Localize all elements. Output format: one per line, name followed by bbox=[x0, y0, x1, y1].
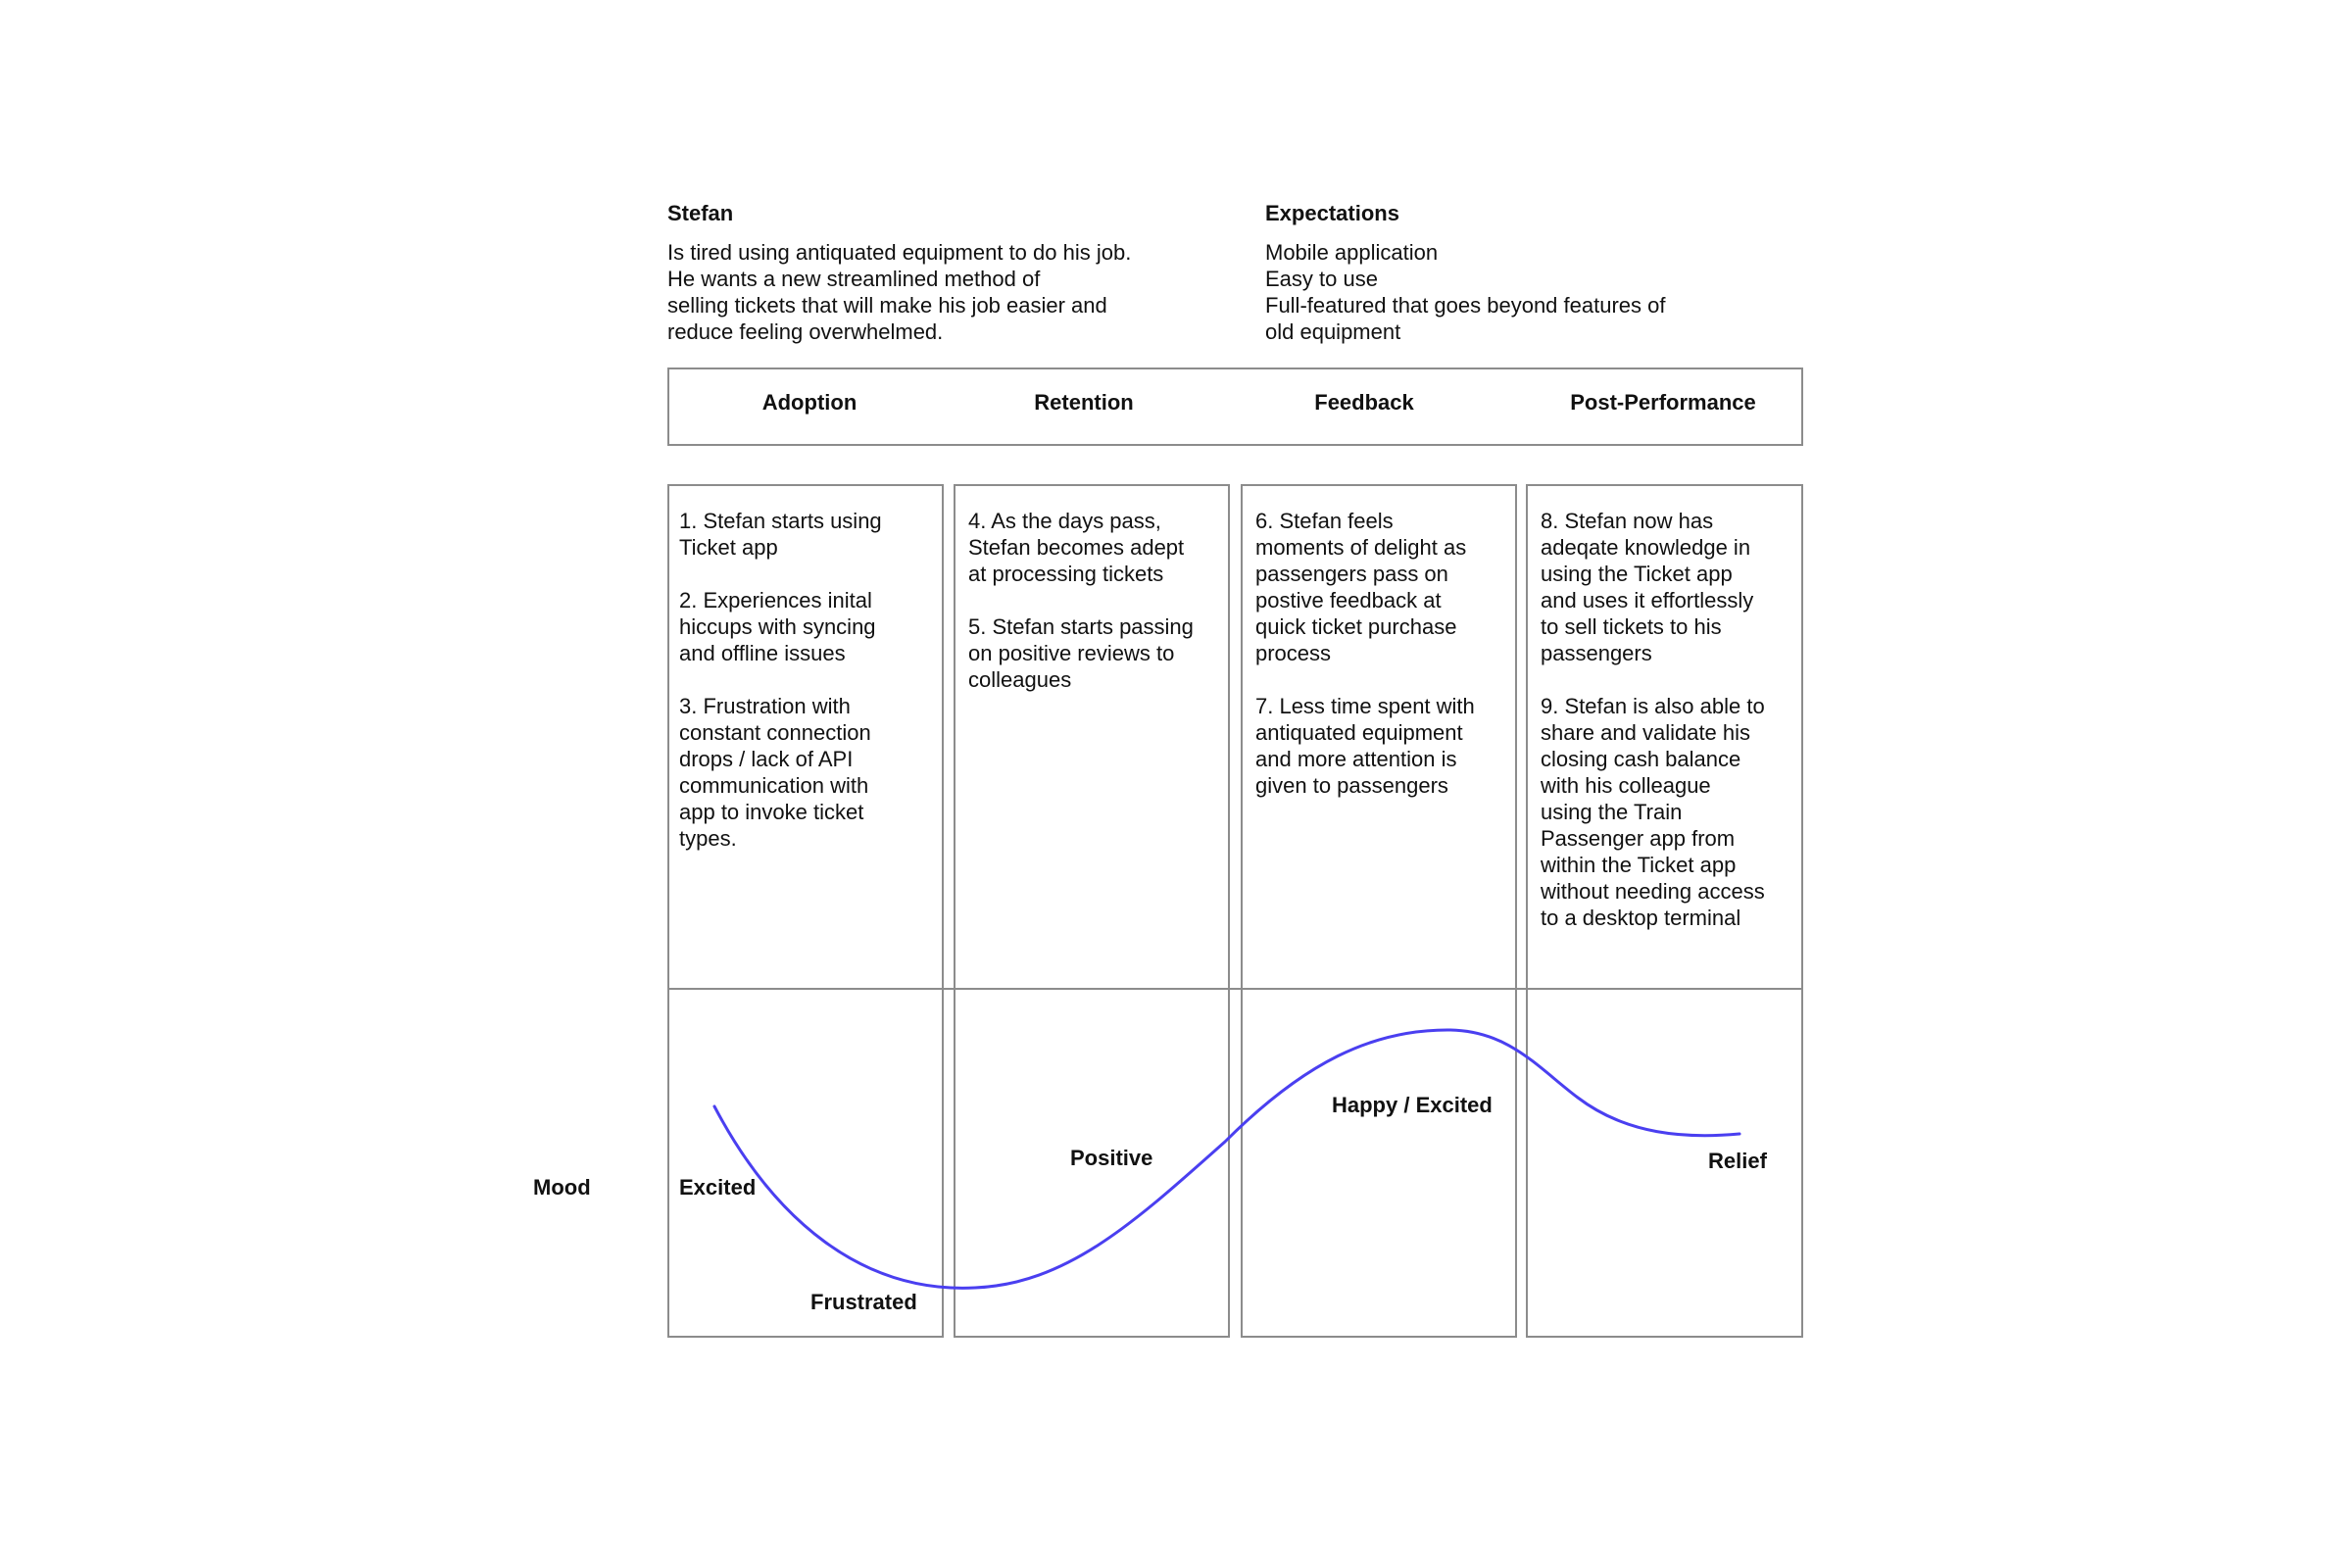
persona-description-line: selling tickets that will make his job easier and bbox=[667, 293, 1107, 318]
step-line: and more attention is bbox=[1255, 747, 1457, 771]
step-line: using the Ticket app bbox=[1541, 562, 1733, 586]
step-line: adeqate knowledge in bbox=[1541, 535, 1751, 560]
step-line: 8. Stefan now has bbox=[1541, 509, 1714, 533]
step-line: on positive reviews to bbox=[968, 641, 1175, 665]
step-line: 5. Stefan starts passing bbox=[968, 614, 1194, 639]
mood-label-relief: Relief bbox=[1708, 1149, 1767, 1173]
mood-label-positive: Positive bbox=[1070, 1146, 1153, 1170]
step-line: 6. Stefan feels bbox=[1255, 509, 1394, 533]
mood-row-label: Mood bbox=[533, 1175, 591, 1200]
step-line: Ticket app bbox=[679, 535, 778, 560]
step-line: at processing tickets bbox=[968, 562, 1164, 586]
step-line: to sell tickets to his bbox=[1541, 614, 1722, 639]
step-line: Stefan becomes adept bbox=[968, 535, 1185, 560]
step-line: Passenger app from bbox=[1541, 826, 1736, 851]
step-line: types. bbox=[679, 826, 737, 851]
step-line: given to passengers bbox=[1255, 773, 1448, 798]
step-line: hiccups with syncing bbox=[679, 614, 876, 639]
step-line: within the Ticket app bbox=[1541, 853, 1737, 877]
step-line: 2. Experiences inital bbox=[679, 588, 872, 612]
expectation-item: old equipment bbox=[1265, 319, 1401, 344]
step-line: using the Train bbox=[1541, 800, 1683, 824]
mood-label-happy-excited: Happy / Excited bbox=[1332, 1093, 1493, 1117]
step-line: constant connection bbox=[679, 720, 871, 745]
expectations-title: Expectations bbox=[1265, 201, 1399, 225]
step-line: closing cash balance bbox=[1541, 747, 1741, 771]
phase-post-performance: Post-Performance bbox=[1570, 390, 1756, 415]
step-line: communication with bbox=[679, 773, 869, 798]
step-line: and uses it effortlessly bbox=[1541, 588, 1754, 612]
step-line: quick ticket purchase bbox=[1255, 614, 1457, 639]
expectation-item: Easy to use bbox=[1265, 267, 1378, 291]
expectation-item: Full-featured that goes beyond features of bbox=[1265, 293, 1666, 318]
step-line: 9. Stefan is also able to bbox=[1541, 694, 1765, 718]
step-line: postive feedback at bbox=[1255, 588, 1442, 612]
step-line: drops / lack of API bbox=[679, 747, 854, 771]
step-line: 7. Less time spent with bbox=[1255, 694, 1475, 718]
mood-curve-line bbox=[714, 1030, 1740, 1288]
step-line: moments of delight as bbox=[1255, 535, 1467, 560]
phase-feedback: Feedback bbox=[1314, 390, 1414, 415]
mood-label-frustrated: Frustrated bbox=[810, 1290, 917, 1314]
step-line: app to invoke ticket bbox=[679, 800, 864, 824]
step-line: 1. Stefan starts using bbox=[679, 509, 882, 533]
persona-description-line: He wants a new streamlined method of bbox=[667, 267, 1041, 291]
step-line: 3. Frustration with bbox=[679, 694, 851, 718]
step-line: passengers bbox=[1541, 641, 1652, 665]
step-line: share and validate his bbox=[1541, 720, 1751, 745]
step-line: passengers pass on bbox=[1255, 562, 1448, 586]
step-line: colleagues bbox=[968, 667, 1072, 692]
step-line: 4. As the days pass, bbox=[968, 509, 1161, 533]
persona-description-line: Is tired using antiquated equipment to do his job. bbox=[667, 240, 1132, 265]
step-line: process bbox=[1255, 641, 1332, 665]
persona-description-line: reduce feeling overwhelmed. bbox=[667, 319, 944, 344]
step-line: and offline issues bbox=[679, 641, 846, 665]
expectation-item: Mobile application bbox=[1265, 240, 1439, 265]
step-line: with his colleague bbox=[1541, 773, 1711, 798]
mood-label-excited: Excited bbox=[679, 1175, 757, 1200]
phase-adoption: Adoption bbox=[761, 390, 858, 415]
phase-retention: Retention bbox=[1034, 390, 1134, 415]
persona-name: Stefan bbox=[667, 201, 734, 225]
step-line: without needing access bbox=[1541, 879, 1765, 904]
step-line: to a desktop terminal bbox=[1541, 906, 1741, 930]
step-line: antiquated equipment bbox=[1255, 720, 1463, 745]
